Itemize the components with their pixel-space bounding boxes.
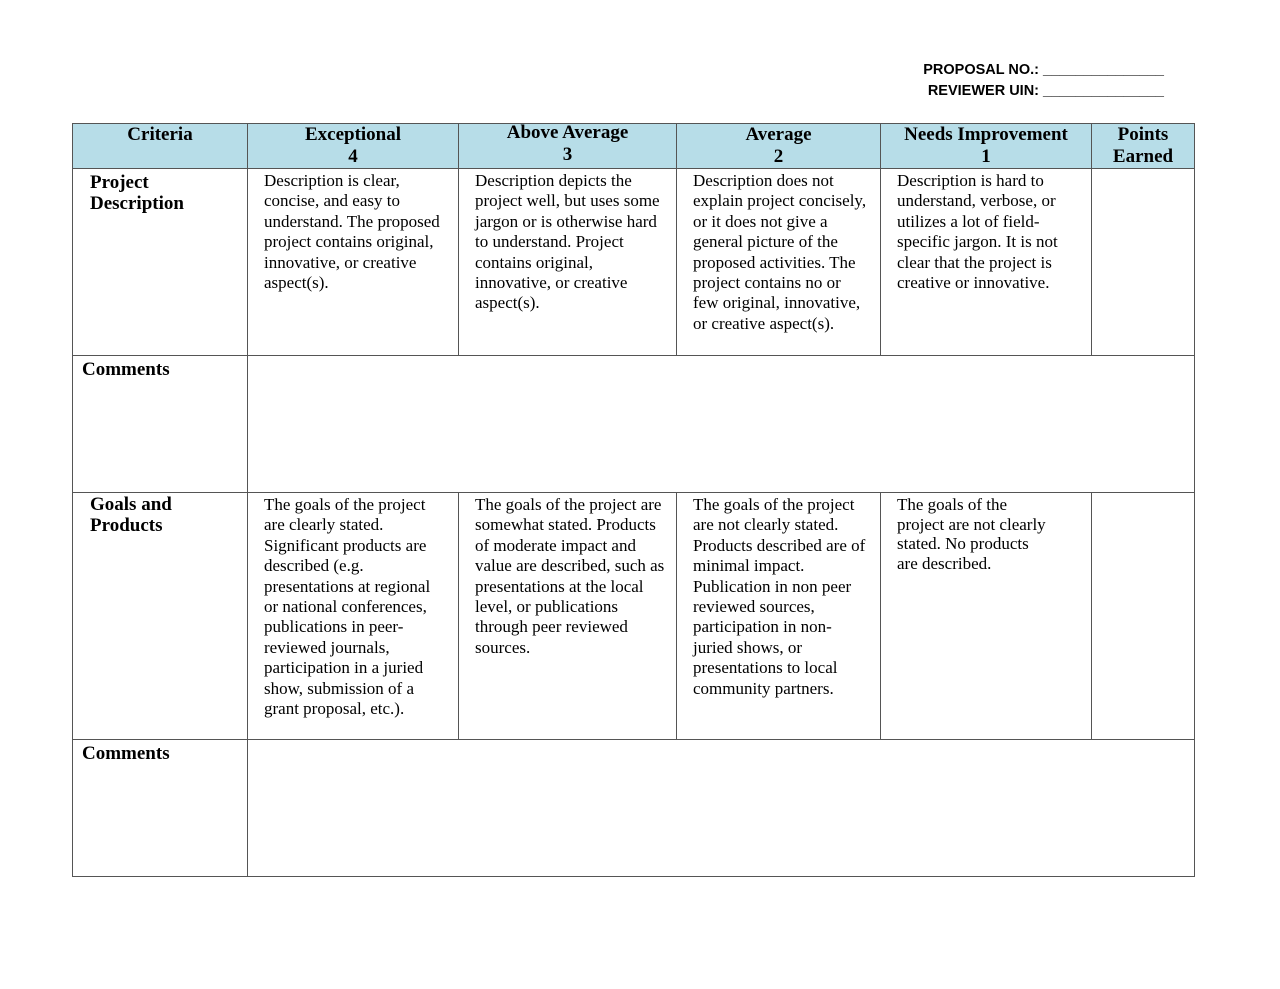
column-label: Exceptional [304, 124, 402, 145]
column-header-points-earned [1092, 124, 1195, 169]
column-score: 3 [562, 144, 573, 165]
column-label: Average [745, 124, 812, 145]
column-header-exceptional [248, 124, 459, 169]
column-header-needs-improvement [881, 124, 1092, 169]
comments-field[interactable] [248, 740, 1195, 877]
column-label: Points [1117, 124, 1169, 145]
criterion-name: Goals and Products [73, 493, 248, 740]
header-fields [880, 60, 1164, 102]
criterion-name: Project Description [73, 169, 248, 356]
column-score: 1 [981, 146, 991, 167]
column-header-average [677, 124, 881, 169]
reviewer-uin-field[interactable]: REVIEWER UIN: _______________ [927, 83, 1164, 99]
level-description-average: The goals of the project are not clearly stated. Products described are of minimal impact. Publication in non peer reviewed sources, participation in non-juried shows, or presentations to local community partners. [677, 493, 881, 740]
comments-label: Comments [73, 356, 248, 493]
comments-row-goals-and-products [73, 740, 1195, 877]
criterion-row-goals-and-products [73, 493, 1195, 740]
level-description-above-average: Description depicts the project well, but uses some jargon or is otherwise hard to understand. Project contains original, innovative, or creative aspect(s). [459, 169, 677, 356]
level-description-exceptional: Description is clear, concise, and easy to understand. The proposed project contains original, innovative, or creative aspect(s). [248, 169, 459, 356]
comments-row-project-description [73, 356, 1195, 493]
points-earned-cell[interactable] [1092, 493, 1195, 740]
level-description-above-average: The goals of the project are somewhat stated. Products of moderate impact and value are described, such as presentations at the local level, or publications through peer reviewed sources. [459, 493, 677, 740]
column-label: Needs Improvement [904, 124, 1068, 145]
header-row [73, 124, 1195, 169]
column-header-above-average [459, 124, 677, 169]
column-score: 4 [348, 146, 358, 167]
level-description-needs-improvement: Description is hard to understand, verbose, or utilizes a lot of field-specific jargon. It is not clear that the project is creative or innovative. [881, 169, 1092, 356]
comments-label: Comments [73, 740, 248, 877]
level-description-average: Description does not explain project concisely, or it does not give a general picture of the proposed activities. The project contains no or few original, innovative, or creative aspect(s). [677, 169, 881, 356]
criterion-row-project-description [73, 169, 1195, 356]
column-header-criteria [73, 124, 248, 169]
rubric-table [72, 123, 1195, 877]
column-score: 2 [773, 146, 784, 167]
level-description-needs-improvement: The goals of the project are not clearly stated. No products are described. [881, 493, 1092, 740]
comments-field[interactable] [248, 356, 1195, 493]
column-label: Criteria [127, 124, 193, 145]
column-label: Above Average [506, 122, 629, 143]
column-score: Earned [1112, 146, 1174, 167]
points-earned-cell[interactable] [1092, 169, 1195, 356]
proposal-number-field[interactable]: PROPOSAL NO.: _______________ [923, 62, 1164, 78]
level-description-exceptional: The goals of the project are clearly stated. Significant products are described (e.g. presentations at regional or national conferences, publications in peer-reviewed journals, participation in a juried show, submission of a grant proposal, etc.). [248, 493, 459, 740]
